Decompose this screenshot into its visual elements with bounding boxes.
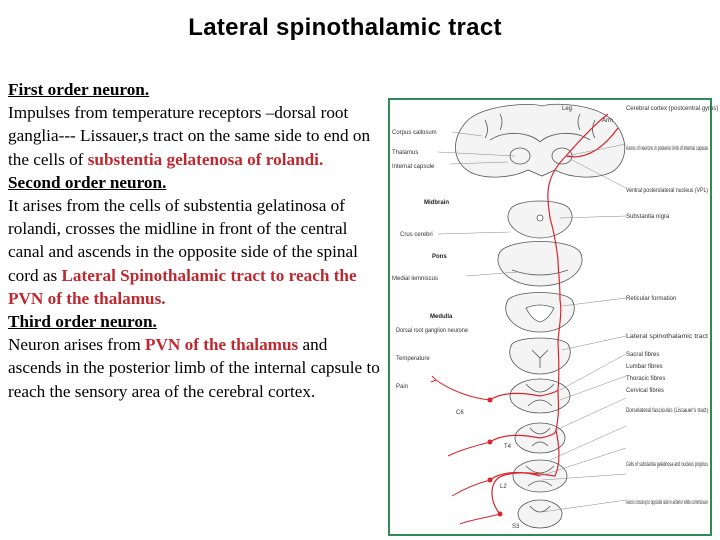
second-order-highlight: Lateral Spinothalamic tract to reach the PVN of the thalamus. (8, 265, 357, 308)
label-midbrain: Midbrain (424, 200, 449, 206)
third-order-paragraph (8, 333, 380, 403)
label-axons-crossing: Axons crossing to opposite side in anterior white commissure (626, 500, 709, 506)
label-arm: Arm (602, 118, 613, 124)
second-order-paragraph (8, 194, 380, 310)
label-dorsal-root: Dorsal root ganglion neurone (396, 328, 469, 334)
label-vpl: Ventral posterolateral nucleus (VPL) (626, 188, 708, 194)
label-corpus-callosum: Corpus callosum (392, 130, 437, 136)
label-l2: L2 (500, 484, 507, 490)
first-order-text: Impulses from temperature receptors –dorsal root ganglia--- Lissauer,s tract on the same side to end on the cells of (8, 103, 371, 169)
page-title: Lateral spinothalamic tract (188, 14, 502, 41)
midbrain-section (508, 201, 572, 238)
label-reticular-formation: Reticular formation (626, 296, 677, 302)
label-pain: Pain (396, 384, 409, 390)
spinothalamic-diagram (388, 98, 719, 536)
label-thalamus: Thalamus (392, 150, 419, 156)
label-axons: Axons of neurons in posterior limb of internal capsule (626, 146, 709, 152)
medulla-section (506, 293, 574, 333)
sacral-cord-section (518, 500, 562, 528)
label-s3: S3 (512, 524, 520, 530)
label-lateral-spinothalamic: Lateral spinothalamic tract (626, 334, 709, 340)
label-substantia-nigra: Substantia nigra (626, 214, 670, 220)
label-substantia-gelatinosa: Cells of substantia gelatinosa and nucleus proprius (626, 462, 708, 468)
label-c6: C6 (456, 410, 464, 416)
label-internal-capsule: Internal capsule (392, 164, 435, 170)
label-thoracic: Thoracic fibres (626, 376, 666, 382)
second-order-text: It arises from the cells of substentia gelatinosa of rolandi, crosses the midline in front of the central canal and ascends in the opposite side of the spinal cord as (8, 196, 358, 285)
third-order-heading: Third order neuron. (8, 312, 157, 332)
label-dorsolateral: Dorsolateral fasciculus (Lissauer's tract) (626, 408, 708, 414)
label-sacral: Sacral fibres (626, 352, 660, 358)
label-pons: Pons (432, 254, 447, 260)
label-cervical: Cervical fibres (626, 388, 665, 394)
second-order-heading: Second order neuron. (8, 172, 167, 192)
third-order-text-end: and ascends in the posterior limb of the internal capsule to reach the sensory area of the cerebral cortex. (8, 335, 380, 401)
first-order-highlight: substentia gelatenosa of rolandi. (87, 149, 324, 169)
label-temperature: Temperature (396, 356, 430, 362)
label-lumbar: Lumbar fibres (626, 364, 663, 370)
label-crus-cerebri: Crus cerebri (400, 232, 433, 238)
dorsal-root-ganglia (488, 398, 503, 517)
third-order-text: Neuron arises from (8, 335, 145, 355)
label-leg: Leg (562, 106, 573, 112)
label-medulla: Medulla (430, 314, 453, 320)
first-order-heading: First order neuron. (8, 80, 150, 99)
pons-section (498, 242, 582, 287)
third-order-highlight: PVN of the thalamus (144, 335, 299, 355)
label-cerebral-cortex: Cerebral cortex (postcentral gyrus) (626, 106, 719, 112)
label-medial-lemniscus: Medial lemniscus (392, 276, 439, 282)
body-text (8, 78, 380, 403)
label-t4: T4 (504, 444, 512, 450)
lower-medulla-section (510, 338, 571, 374)
first-order-paragraph (8, 101, 380, 171)
brain-section (455, 104, 624, 177)
diagram-svg (390, 100, 719, 534)
